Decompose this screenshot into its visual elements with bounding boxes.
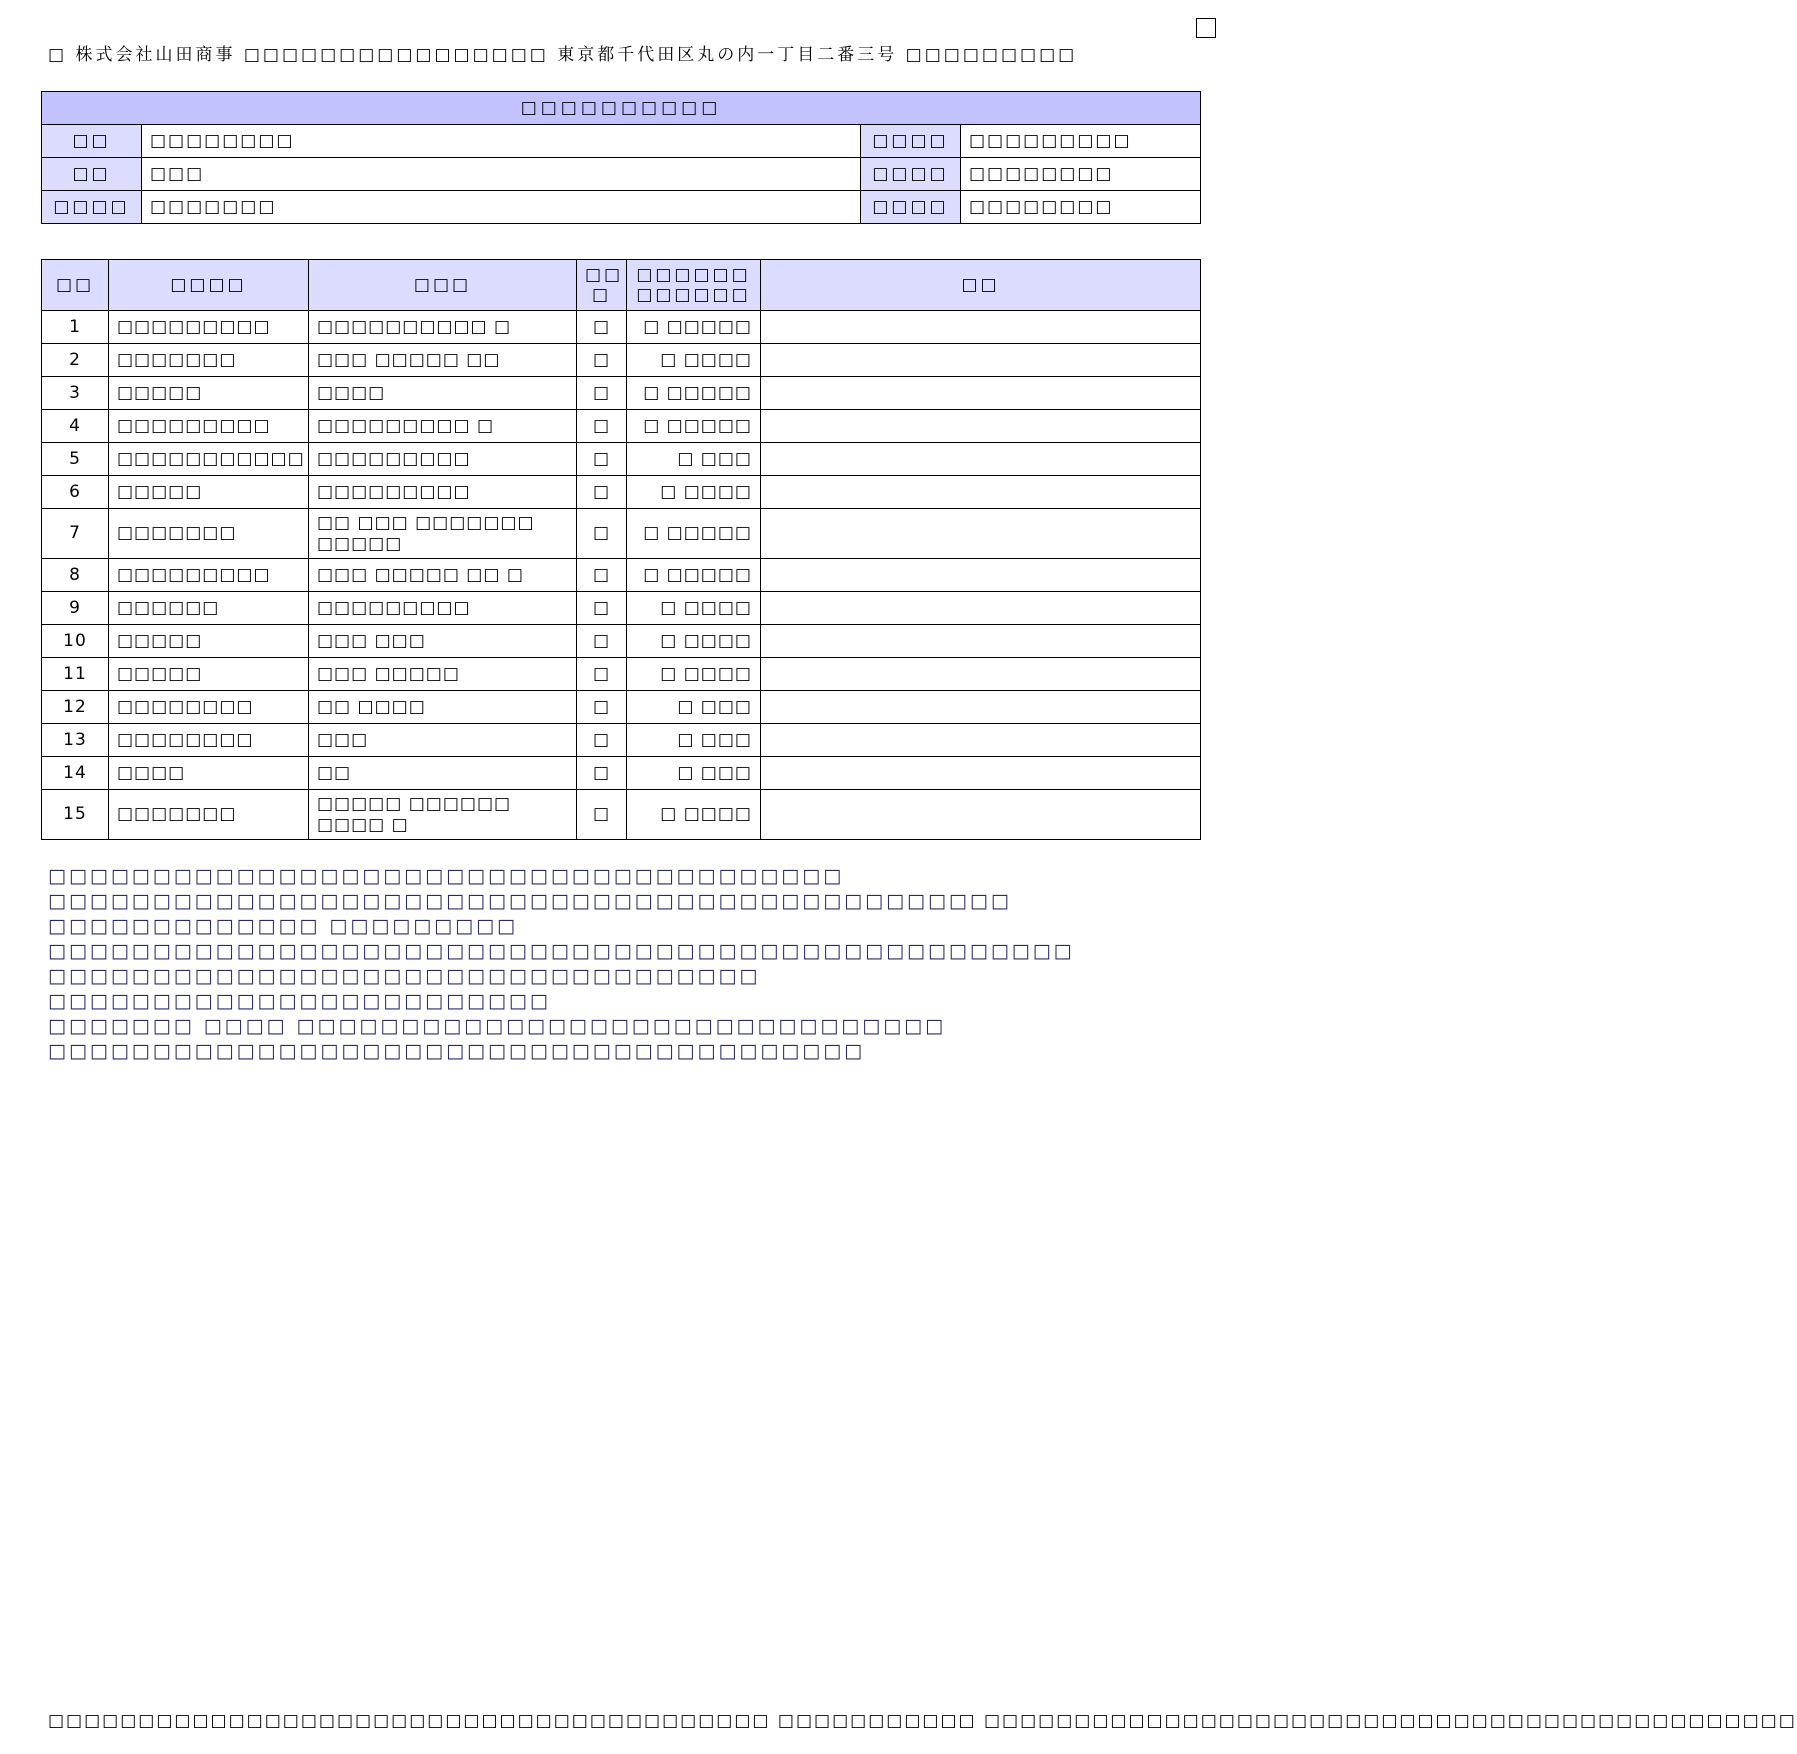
item-no: 10 xyxy=(42,625,109,658)
item-no: 12 xyxy=(42,691,109,724)
item-code: □□□□□□□□ xyxy=(109,724,309,757)
item-name: □□□□□□□□□ xyxy=(309,476,577,509)
item-no: 4 xyxy=(42,410,109,443)
note-line: □□□□□□□□□□□□□□□□□□□□□□□□□□□□□□□□□□□□□□□□□□□□□□ xyxy=(48,890,1012,912)
item-qty: □ xyxy=(577,311,627,344)
info-value: □□□□□□□□□ xyxy=(961,125,1201,158)
note-line: □□□□□□□□□□□□□□□□□□□□□□□□□□□□□□□□□□□□□□□ xyxy=(48,1040,866,1062)
col-header-code: □□□□ xyxy=(109,260,309,311)
item-code: □□□□□□□ xyxy=(109,344,309,377)
item-name: □□□□□□□□□ xyxy=(309,443,577,476)
info-label: □□ xyxy=(42,125,142,158)
table-row xyxy=(42,592,1201,625)
col-header-qty: □□ □ xyxy=(577,260,627,311)
table-row xyxy=(42,757,1201,790)
item-name: □□ xyxy=(309,757,577,790)
items-body xyxy=(42,311,1201,840)
item-amount: □ □□□□ xyxy=(627,658,761,691)
item-amount: □ □□□ xyxy=(627,724,761,757)
item-no: 13 xyxy=(42,724,109,757)
item-amount: □ □□□□ xyxy=(627,592,761,625)
item-note xyxy=(761,377,1201,410)
col-header-amount: □□□□□□ □□□□□□ xyxy=(627,260,761,311)
info-label: □□ xyxy=(42,158,142,191)
item-code: □□□□□ xyxy=(109,377,309,410)
item-amount: □ □□□□□ xyxy=(627,377,761,410)
info-label: □□□□ xyxy=(861,191,961,224)
table-row xyxy=(42,790,1201,840)
item-name: □□ □□□□ xyxy=(309,691,577,724)
item-code: □□□□□□□ xyxy=(109,509,309,559)
item-no: 1 xyxy=(42,311,109,344)
item-name: □□□ □□□□□ □□ □ xyxy=(309,559,577,592)
note-line: □□□□□□□□□□□□□□□□□□□□□□□□□□□□□□□□□□□□□□□□□□□□□□□□□ xyxy=(48,940,1075,962)
item-amount: □ □□□□□ xyxy=(627,509,761,559)
note-line: □□□□□□□□□□□□□□□□□□□□□□□□□□□□□□□□□□ xyxy=(48,965,761,987)
item-qty: □ xyxy=(577,691,627,724)
item-name: □□□□□ □□□□□□ □□□□ □ xyxy=(309,790,577,840)
info-value: □□□ xyxy=(142,158,861,191)
item-code: □□□□□ xyxy=(109,476,309,509)
item-code: □□□□ xyxy=(109,757,309,790)
item-code: □□□□□□□□□ xyxy=(109,311,309,344)
item-qty: □ xyxy=(577,757,627,790)
item-note xyxy=(761,344,1201,377)
info-value: □□□□□□□□ xyxy=(142,125,861,158)
info-row xyxy=(42,191,1201,224)
table-row xyxy=(42,443,1201,476)
item-qty: □ xyxy=(577,559,627,592)
note-line: □□□□□□□□□□□□□□□□□□□□□□□□ xyxy=(48,990,551,1012)
info-value: □□□□□□□□ xyxy=(961,191,1201,224)
item-qty: □ xyxy=(577,410,627,443)
info-title-row xyxy=(42,92,1201,125)
item-no: 8 xyxy=(42,559,109,592)
item-name: □□□ □□□□□ □□ xyxy=(309,344,577,377)
col-header-name: □□□ xyxy=(309,260,577,311)
table-row xyxy=(42,344,1201,377)
info-table xyxy=(41,91,1201,224)
item-no: 11 xyxy=(42,658,109,691)
item-note xyxy=(761,311,1201,344)
footer-line: □□□□□□□□□□□□□□□□□□□□□□□□□□□□□□□□□□□□□□□□ □□□□□□□□□□□ □□□□□□□□□□□□□□□□□□□□□□□□□□□□□□□□□□□□□□□□□□□□□ xyxy=(48,1711,1797,1731)
item-code: □□□□□□□□□ xyxy=(109,559,309,592)
item-no: 9 xyxy=(42,592,109,625)
items-table xyxy=(41,259,1201,840)
item-note xyxy=(761,625,1201,658)
item-qty: □ xyxy=(577,625,627,658)
item-qty: □ xyxy=(577,790,627,840)
item-amount: □ □□□□ xyxy=(627,790,761,840)
header-line: □ 株式会社山田商事 □□□□□□□□□□□□□□□□ 東京都千代田区丸の内一丁目二番三号 □□□□□□□□□ xyxy=(48,45,1078,65)
table-row xyxy=(42,311,1201,344)
item-qty: □ xyxy=(577,377,627,410)
item-no: 7 xyxy=(42,509,109,559)
info-title: □□□□□□□□□□ xyxy=(42,92,1201,125)
item-name: □□□□ xyxy=(309,377,577,410)
item-name: □□ □□□ □□□□□□□ □□□□□ xyxy=(309,509,577,559)
items-header-row xyxy=(42,260,1201,311)
item-code: □□□□□ xyxy=(109,625,309,658)
page-corner-mark xyxy=(1196,18,1216,38)
item-note xyxy=(761,410,1201,443)
item-amount: □ □□□ xyxy=(627,757,761,790)
item-no: 2 xyxy=(42,344,109,377)
item-qty: □ xyxy=(577,658,627,691)
item-note xyxy=(761,592,1201,625)
table-row xyxy=(42,691,1201,724)
item-amount: □ □□□ xyxy=(627,443,761,476)
item-amount: □ □□□□ xyxy=(627,344,761,377)
item-amount: □ □□□□ xyxy=(627,625,761,658)
table-row xyxy=(42,476,1201,509)
info-value: □□□□□□□□ xyxy=(961,158,1201,191)
item-name: □□□□□□□□□ □ xyxy=(309,410,577,443)
table-row xyxy=(42,625,1201,658)
item-note xyxy=(761,757,1201,790)
item-qty: □ xyxy=(577,344,627,377)
item-amount: □ □□□□□ xyxy=(627,559,761,592)
col-header-note: □□ xyxy=(761,260,1201,311)
info-label: □□□□ xyxy=(861,125,961,158)
item-no: 5 xyxy=(42,443,109,476)
info-label: □□□□ xyxy=(861,158,961,191)
item-qty: □ xyxy=(577,724,627,757)
item-amount: □ □□□□□ xyxy=(627,311,761,344)
item-code: □□□□□□□□□□□ xyxy=(109,443,309,476)
item-no: 14 xyxy=(42,757,109,790)
item-name: □□□□□□□□□ xyxy=(309,592,577,625)
item-code: □□□□□□□□□ xyxy=(109,410,309,443)
item-name: □□□□□□□□□□ □ xyxy=(309,311,577,344)
item-note xyxy=(761,790,1201,840)
info-label: □□□□ xyxy=(42,191,142,224)
item-note xyxy=(761,443,1201,476)
col-header-no: □□ xyxy=(42,260,109,311)
item-note xyxy=(761,691,1201,724)
item-note xyxy=(761,476,1201,509)
note-line: □□□□□□□ □□□□ □□□□□□□□□□□□□□□□□□□□□□□□□□□□□□□ xyxy=(48,1015,947,1037)
item-qty: □ xyxy=(577,592,627,625)
item-no: 3 xyxy=(42,377,109,410)
table-row xyxy=(42,410,1201,443)
item-no: 15 xyxy=(42,790,109,840)
item-note xyxy=(761,509,1201,559)
table-row xyxy=(42,559,1201,592)
item-code: □□□□□□□ xyxy=(109,790,309,840)
item-name: □□□ xyxy=(309,724,577,757)
item-note xyxy=(761,724,1201,757)
item-qty: □ xyxy=(577,443,627,476)
item-note xyxy=(761,559,1201,592)
item-name: □□□ □□□□□ xyxy=(309,658,577,691)
item-code: □□□□□□□□ xyxy=(109,691,309,724)
item-code: □□□□□□ xyxy=(109,592,309,625)
table-row xyxy=(42,509,1201,559)
item-amount: □ □□□ xyxy=(627,691,761,724)
info-value: □□□□□□□ xyxy=(142,191,861,224)
item-code: □□□□□ xyxy=(109,658,309,691)
item-qty: □ xyxy=(577,509,627,559)
notes-section xyxy=(48,864,1198,1064)
note-line: □□□□□□□□□□□□□ □□□□□□□□□ xyxy=(48,915,518,937)
info-row xyxy=(42,158,1201,191)
table-row xyxy=(42,658,1201,691)
item-note xyxy=(761,658,1201,691)
note-line: □□□□□□□□□□□□□□□□□□□□□□□□□□□□□□□□□□□□□□ xyxy=(48,865,845,887)
table-row xyxy=(42,724,1201,757)
item-qty: □ xyxy=(577,476,627,509)
item-name: □□□ □□□ xyxy=(309,625,577,658)
info-row xyxy=(42,125,1201,158)
item-amount: □ □□□□□ xyxy=(627,410,761,443)
item-no: 6 xyxy=(42,476,109,509)
table-row xyxy=(42,377,1201,410)
item-amount: □ □□□□ xyxy=(627,476,761,509)
